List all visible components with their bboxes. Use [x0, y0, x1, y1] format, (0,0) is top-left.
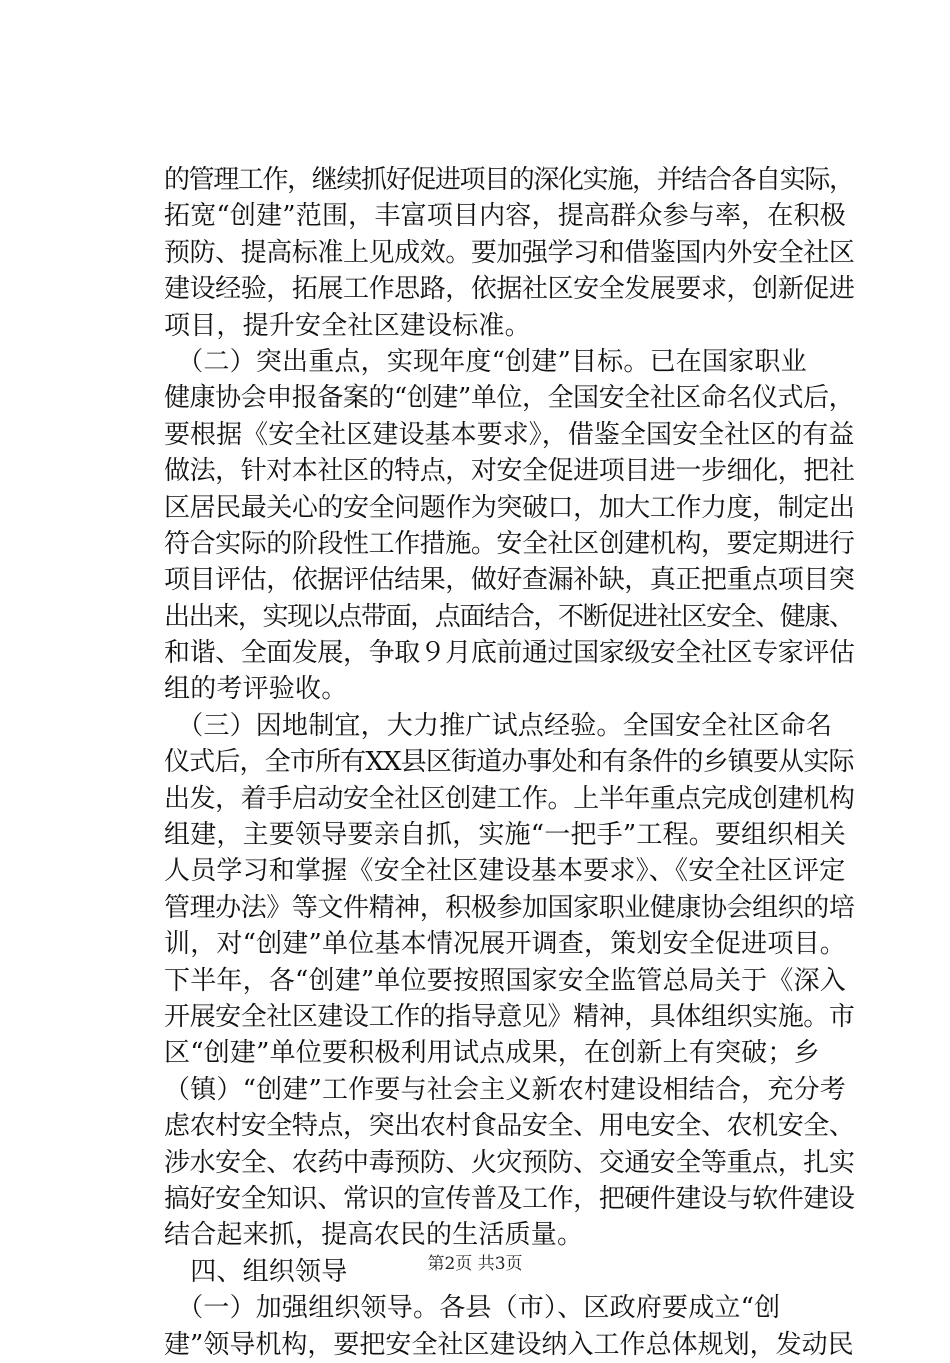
- text-line: 做法，针对本社区的特点，对安全促进项目进一步细化，把社: [164, 456, 855, 487]
- section-heading: 四、组织领导: [164, 1256, 348, 1287]
- text-line: 下半年，各“创建”单位要按照国家安全监管总局关于《深入: [164, 965, 846, 996]
- text-line: 项目，提升安全社区建设标准。: [164, 310, 531, 341]
- text-line: 开展安全社区建设工作的指导意见》精神，具体组织实施。市: [164, 1001, 855, 1032]
- text-line: 的管理工作，继续抓好促进项目的深化实施，并结合各自实际，: [164, 165, 854, 195]
- text-line: 出出来，实现以点带面，点面结合，不断促进社区安全、健康、: [164, 601, 854, 632]
- text-line: 组的考评验收。: [164, 674, 348, 705]
- text-line: 管理办法》等文件精神，积极参加国家职业健康协会组织的培: [164, 892, 855, 923]
- text-line: 建设经验，拓展工作思路，依据社区安全发展要求，创新促进: [164, 274, 855, 305]
- text-line: 和谐、全面发展，争取９月底前通过国家级安全社区专家评估: [164, 638, 855, 669]
- text-line: 拓宽“创建”范围，丰富项目内容，提高群众参与率，在积极: [164, 201, 846, 232]
- text-line: 涉水安全、农药中毒预防、火灾预防、交通安全等重点，扎实: [164, 1147, 855, 1178]
- text-line: （镇）“创建”工作要与社会主义新农村建设相结合，充分考: [164, 1074, 846, 1105]
- text-line: 区“创建”单位要积极利用试点成果，在创新上有突破；乡: [164, 1038, 820, 1069]
- body-text: [164, 162, 855, 1363]
- text-line: 组建，主要领导要亲自抓，实施“一把手”工程。要组织相关: [164, 820, 846, 851]
- text-line: 区居民最关心的安全问题作为突破口，加大工作力度，制定出: [164, 492, 855, 523]
- text-line: 预防、提高标准上见成效。要加强学习和借鉴国内外安全社区: [164, 237, 855, 268]
- text-line: 结合起来抓，提高农民的生活质量。: [164, 1220, 584, 1251]
- text-line: （二）突出重点，实现年度“创建”目标。已在国家职业: [164, 346, 807, 377]
- text-line: 训，对“创建”单位基本情况展开调查，策划安全促进项目。: [164, 929, 846, 960]
- text-line: 仪式后，全市所有XX县区街道办事处和有条件的乡镇要从实际: [164, 747, 854, 778]
- text-line: 搞好安全知识、常识的宣传普及工作，把硬件建设与软件建设: [164, 1183, 855, 1214]
- text-line: （一）加强组织领导。各县（市）、区政府要成立“创: [164, 1293, 781, 1324]
- text-line: 要根据《安全社区建设基本要求》，借鉴全国安全社区的有益: [164, 419, 855, 450]
- text-line: 健康协会申报备案的“创建”单位，全国安全社区命名仪式后，: [164, 383, 855, 414]
- text-line: 出发，着手启动安全社区创建工作。上半年重点完成创建机构: [164, 783, 855, 814]
- text-line: 符合实际的阶段性工作措施。安全社区创建机构，要定期进行: [164, 528, 855, 559]
- text-line: （三）因地制宜，大力推广试点经验。全国安全社区命名: [164, 710, 833, 741]
- text-line: 虑农村安全特点，突出农村食品安全、用电安全、农机安全、: [164, 1111, 855, 1142]
- text-line: 建”领导机构，要把安全社区建设纳入工作总体规划，发动民: [164, 1329, 854, 1360]
- text-line: 人员学习和掌握《安全社区建设基本要求》、《安全社区评定: [164, 856, 846, 887]
- page-number-footer: 第2页 共3页: [427, 1254, 523, 1274]
- text-line: 项目评估，依据评估结果，做好查漏补缺，真正把重点项目突: [164, 565, 855, 596]
